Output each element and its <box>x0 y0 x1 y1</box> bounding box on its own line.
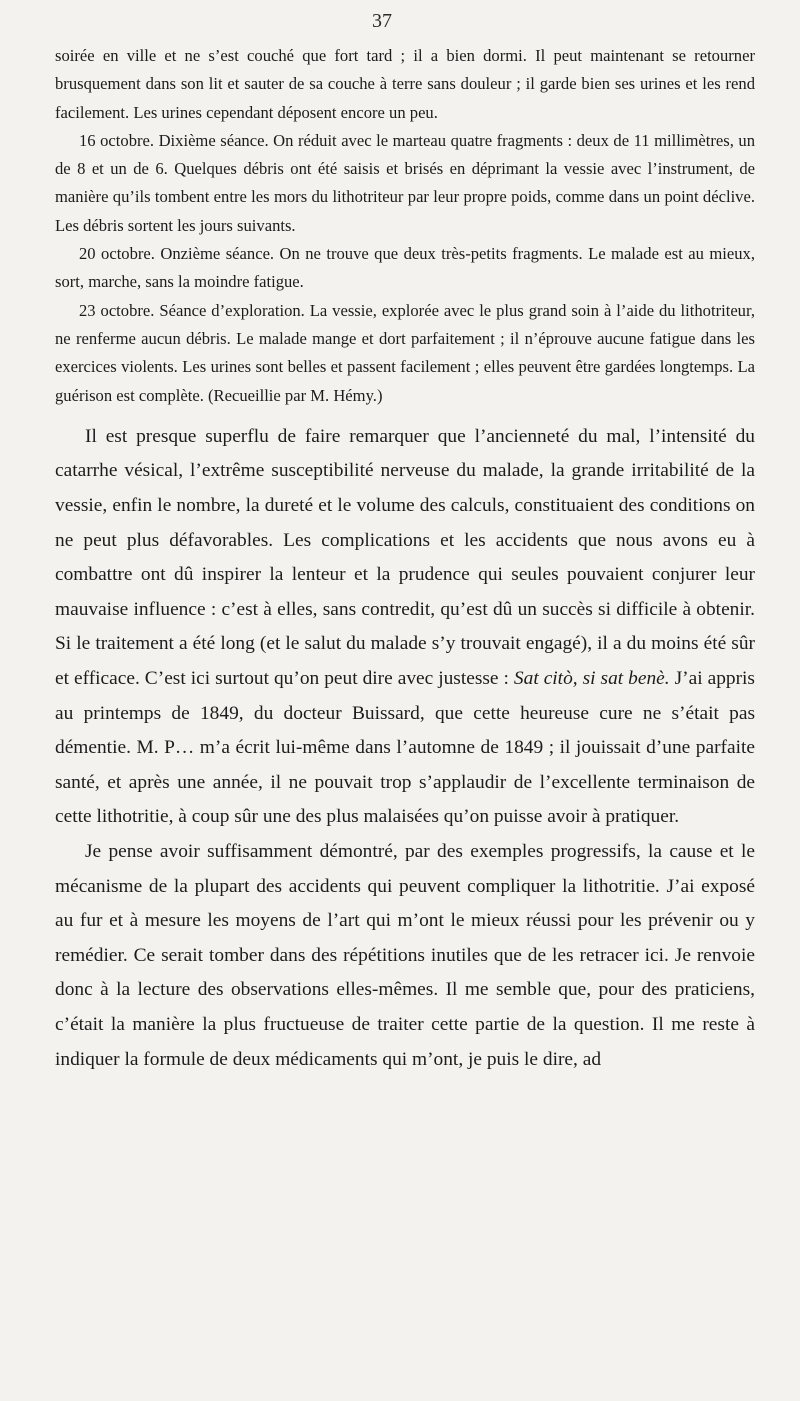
paragraph-case-continuation: soirée en ville et ne s’est couché que fort tard ; il a bien dormi. Il peut maintenant se retourner brusquement dans son lit et sauter de sa couche à terre sans douleur ; il garde bien ses urines et les rend facilement. Les urines cependant déposent encore un peu. <box>55 46 755 122</box>
paragraph-commentary <box>55 420 755 835</box>
commentary-text-start: Il est presque superflu de faire remarquer que l’ancienneté du mal, l’intensité du catarrhe vésical, l’extrême susceptibilité nerveuse du malade, la grande irritabilité de la vessie, enfin le nombre, la dureté et le volume des calculs, constituaient des conditions on ne peut plus défavorables. Les complications et les accidents que nous avons eu à combattre ont dû inspirer la lenteur et la prudence qui seules pouvaient conjurer leur mauvaise influence : c’est à elles, sans contredit, qu’est dû un succès si difficile à obtenir. Si le traitement a été long (et le salut du malade s’y trouvait engagé), il a du moins été sûr et efficace. C’est ici surtout qu’on peut dire avec justesse : <box>55 425 755 690</box>
page-body <box>55 42 755 1077</box>
page-number: 37 <box>372 10 392 32</box>
paragraph-october-16: 16 octobre. Dixième séance. On réduit avec le marteau quatre fragments : deux de 11 millimètres, un de 8 et un de 6. Quelques débris ont été saisis et brisés en déprimant la vessie avec l’instrument, de manière qu’ils tombent entre les mors du lithotriteur par leur propre poids, comme dans un point déclive. Les débris sortent les jours suivants. <box>55 130 755 235</box>
paragraph-conclusion: Je pense avoir suffisamment démontré, par des exemples progressifs, la cause et le mécanisme de la plupart des accidents qui peuvent compliquer la lithotritie. J’ai exposé au fur et à mesure les moyens de l’art qui m’ont le mieux réussi pour les prévenir ou y remédier. Ce serait tomber dans des répétitions inutiles que de les retracer ici. Je renvoie donc à la lecture des observations elles-mêmes. Il me semble que, pour des praticiens, c’était la manière la plus fructueuse de traiter cette partie de la question. Il me reste à indiquer la formule de deux médicaments qui m’ont, je puis le dire, ad <box>55 840 755 1070</box>
commentary-text-end: J’ai appris au printemps de 1849, du docteur Buissard, que cette heureuse cure ne s’était pas démentie. M. P… m’a écrit lui-même dans l’automne de 1849 ; il jouissait d’une parfaite santé, et après une année, il ne pouvait trop s’applaudir de l’excellente terminaison de cette lithotritie, à coup sûr une des plus malaisées qu’on puisse avoir à pratiquer. <box>55 668 755 828</box>
latin-quote: Sat citò, si sat benè. <box>513 668 670 690</box>
paragraph-october-23: 23 octobre. Séance d’exploration. La vessie, explorée avec le plus grand soin à l’aide du lithotriteur, ne renferme aucun débris. Le malade mange et dort parfaitement ; il n’éprouve aucune fatigue dans les exercices violents. Les urines sont belles et passent facilement ; elles peuvent être gardées longtemps. La guérison est complète. (Recueillie par M. Hémy.) <box>55 300 755 405</box>
paragraph-october-20: 20 octobre. Onzième séance. On ne trouve que deux très-petits fragments. Le malade est au mieux, sort, marche, sans la moindre fatigue. <box>55 244 755 292</box>
